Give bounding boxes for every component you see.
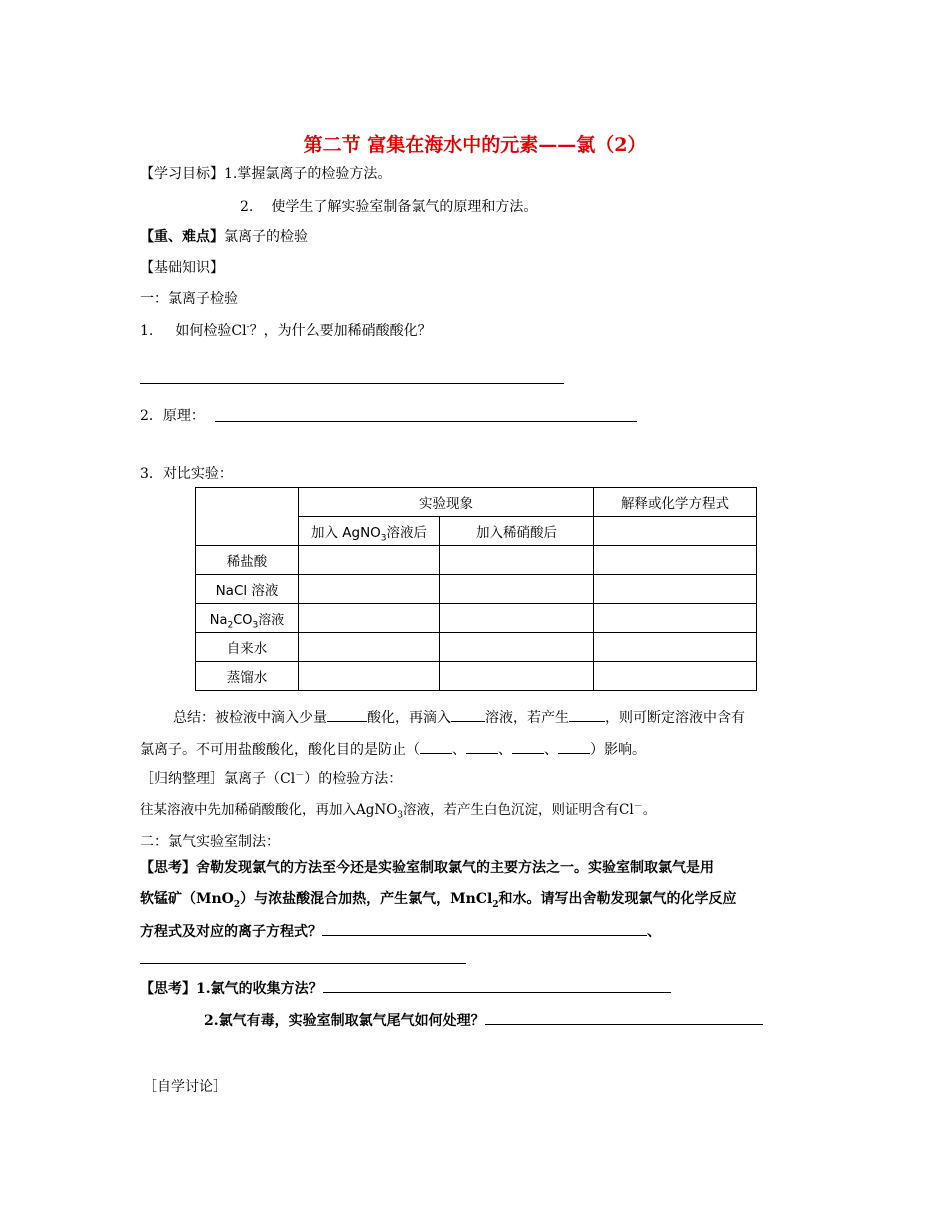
question-2: 2．原理： [140,408,205,424]
table-corner-cell [196,488,299,546]
table-cell[interactable] [440,575,594,604]
answer-blank-equation[interactable] [322,921,647,936]
table-cell[interactable] [299,604,440,633]
question-1-text-end: ？，为什么要加稀硝酸酸化？ [249,323,432,339]
question-1-num: 1. [140,323,154,339]
answer-blank-tail-gas[interactable] [485,1010,763,1025]
row-label: 自来水 [196,633,299,662]
table-cell[interactable] [440,604,594,633]
summary-line-2: 氯离子。不可用盐酸酸化，酸化目的是防止（ 、 、 、 ）影响。 [140,739,646,759]
think-line-1: 【思考】舍勒发现氯气的方法至今还是实验室制取氯气的主要方法之一。实验室制取氯气是用 [140,860,714,876]
summary-line-1: 总结：被检液中滴入少量 酸化，再滴入 溶液，若产生 ，则可断定溶液中含有 [173,707,745,727]
section-2-heading: 二：氯气实验室制法： [140,834,280,850]
section-1-heading: 一：氯离子检验 [140,291,238,307]
blank[interactable] [558,739,590,754]
key-points [140,228,308,246]
induction-heading: ［归纳整理］氯离子（Cl－）的检验方法： [140,770,403,787]
key-points-text: 氯离子的检验 [224,229,308,245]
answer-blank-collection[interactable] [323,978,671,993]
table-cell[interactable] [594,604,757,633]
question-1-text: 如何检验Cl [175,323,247,339]
blank[interactable] [327,707,367,722]
table-row [196,662,757,691]
row-label: $Na_2CO_3$溶液 [196,604,299,633]
question-3: 3．对比实验： [140,466,233,482]
table-row [196,575,757,604]
objectives-line-2 [240,198,537,216]
key-points-label: 【重、难点】 [140,229,224,245]
think2-line-1: 【思考】1.氯气的收集方法？ [140,978,671,998]
blank[interactable] [569,707,605,722]
subheader-nitric-acid: 加入稀硝酸后 [440,517,594,546]
table-row [196,604,757,633]
subheader-agno3: 加入 AgNO$_3$溶液后 [299,517,440,546]
page-title: 第二节 富集在海水中的元素——氯（2） [303,134,647,156]
answer-line-1[interactable] [140,383,564,384]
table-cell[interactable] [594,662,757,691]
answer-line-2[interactable] [215,421,637,422]
table-cell[interactable] [299,662,440,691]
objective-2-text: 使学生了解实验室制备氯气的原理和方法。 [271,199,538,215]
blank[interactable] [451,707,485,722]
table-cell[interactable] [440,546,594,575]
think-line-2: 软锰矿（MnO$_2$）与浓盐酸混合加热，产生氯气，MnCl$_2$和水。请写出舍勒发现氯气的化学反应 [140,891,737,910]
blank[interactable] [466,739,498,754]
objectives-line-1 [140,165,391,183]
table-cell[interactable] [299,546,440,575]
row-label: 蒸馏水 [196,662,299,691]
basic-knowledge-heading: 【基础知识】 [140,260,224,276]
chloride-charge: - [246,322,250,333]
self-study-heading: ［自学讨论］ [143,1079,227,1095]
table-cell[interactable] [594,575,757,604]
table-cell[interactable] [440,662,594,691]
row-label: 稀盐酸 [196,546,299,575]
blank[interactable] [420,739,452,754]
think-line-3: 方程式及对应的离子方程式？ 、 [140,921,661,941]
table-cell[interactable] [440,633,594,662]
question-1 [140,322,432,340]
table-cell[interactable] [299,575,440,604]
table-row [196,633,757,662]
table-cell[interactable] [594,633,757,662]
answer-line-ionic[interactable] [140,963,466,964]
table-row [196,546,757,575]
header-explanation: 解释或化学方程式 [594,488,757,517]
objectives-label: 【学习目标】 [140,166,224,182]
header-phenomenon: 实验现象 [299,488,594,517]
blank[interactable] [512,739,544,754]
row-label: NaCl 溶液 [196,575,299,604]
think2-line-2: 2.氯气有毒，实验室制取氯气尾气如何处理？ [204,1010,763,1030]
table-cell[interactable] [594,546,757,575]
table-cell[interactable] [594,517,757,546]
table-cell[interactable] [299,633,440,662]
objective-1: 1.掌握氯离子的检验方法。 [224,166,392,182]
induction-method: 往某溶液中先加稀硝酸酸化，再加入AgNO$_3$溶液，若产生白色沉淀，则证明含有Cl－。 [140,801,657,821]
objective-2-num: 2. [240,199,254,215]
comparison-table [195,487,757,691]
